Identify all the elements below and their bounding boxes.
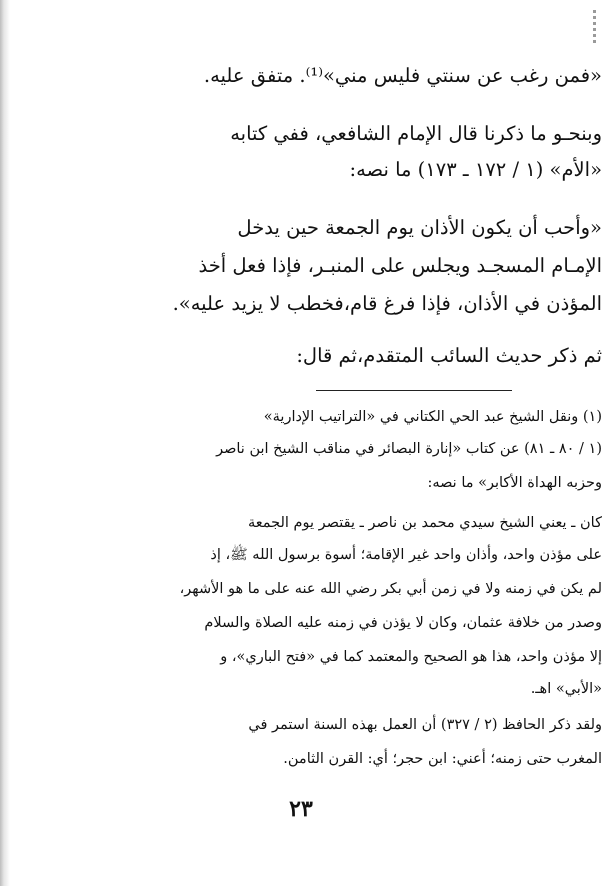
footnote-line: ولقد ذكر الحافظ (٢ / ٣٢٧) أن العمل بهذه السنة استمر في — [248, 717, 602, 733]
main-text-line: ثم ذكر حديث السائب المتقدم،ثم قال: — [296, 344, 602, 367]
footnote-line: (١) ونقل الشيخ عبد الحي الكتاني في «التراتيب الإدارية» — [263, 409, 602, 425]
main-text-line: المؤذن في الأذان، فإذا فرغ قام،فخطب لا يزيد عليه». — [172, 292, 602, 315]
footnote-line: المغرب حتى زمنه؛ أعني: ابن حجر؛ أي: القرن الثامن. — [283, 751, 602, 767]
main-text-line: الإمـام المسجـد ويجلس على المنبـر، فإذا فعل أخذ — [198, 254, 602, 277]
footnote-line: إلا مؤذن واحد، هذا هو الصحيح والمعتمد كما في «فتح الباري»، و — [220, 649, 602, 665]
scan-edge-mark — [593, 10, 596, 44]
footnote-line: على مؤذن واحد، وأذان واحد غير الإقامة؛ أسوة برسول الله ﷺ، إذ — [210, 547, 602, 563]
page-number: ٢٣ — [289, 796, 313, 822]
page-binding-shadow — [0, 0, 10, 886]
footnote-line: (١ / ٨٠ ـ ٨١) عن كتاب «إنارة البصائر في مناقب الشيخ ابن ناصر — [216, 441, 602, 457]
main-text-line: «الأم» (١ / ١٧٢ ـ ١٧٣) ما نصه: — [349, 158, 602, 181]
main-text-line: وبنحـو ما ذكرنا قال الإمام الشافعي، ففي كتابه — [230, 122, 602, 145]
footnote-line: وحزبه الهداة الأكابر» ما نصه: — [427, 475, 602, 491]
footnote-line: لم يكن في زمنه ولا في زمن أبي بكر رضي الله عنه على ما هو الأشهر، — [179, 581, 602, 597]
main-text-line: «وأحب أن يكون الأذان يوم الجمعة حين يدخل — [237, 216, 602, 239]
footnote-line: وصدر من خلافة عثمان، وكان لا يؤذن في زمنه عليه الصلاة والسلام — [204, 615, 602, 631]
main-text-line: «فمن رغب عن سنتي فليس مني»⁽¹⁾. متفق عليه. — [203, 64, 602, 87]
footnote-line: «الأبي» اهـ. — [530, 681, 602, 697]
footnote-line: كان ـ يعني الشيخ سيدي محمد بن ناصر ـ يقتصر يوم الجمعة — [247, 515, 602, 531]
footnote-separator — [316, 390, 512, 391]
